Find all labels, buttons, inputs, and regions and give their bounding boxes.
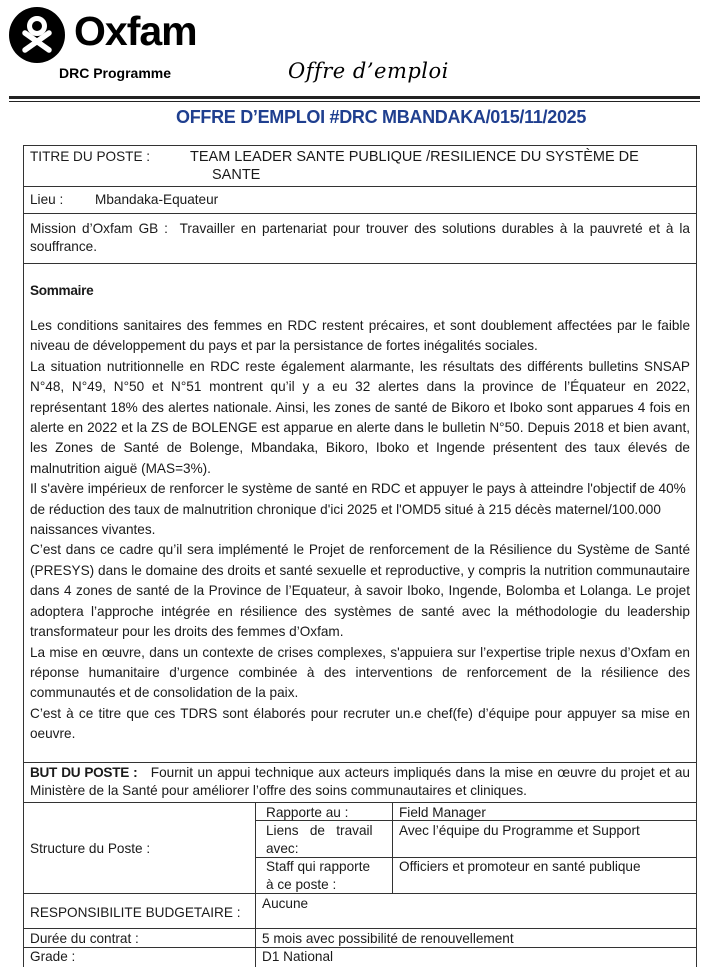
structure-value-work-links: Avec l’équipe du Programme et Support xyxy=(399,823,640,838)
budget-value: Aucune xyxy=(262,896,309,911)
contract-value: 5 mois avec possibilité de renouvellement xyxy=(262,931,514,946)
logo-wordmark: Oxfam xyxy=(74,8,197,54)
structure-key-work-links-line2: avec: xyxy=(266,841,299,856)
table-border xyxy=(23,762,697,763)
table-border xyxy=(23,186,697,187)
summary-heading: Sommaire xyxy=(30,283,94,298)
summary-paragraph: C’est dans ce cadre qu’il sera implémenté le Projet de renforcement de la Résilience du Système de Santé (PRESYS) dans le domaine des droits et santé sexuelle et reproductive, y compris la nutrition communautaire dans 4 zones de santé de la Province de l’Equateur, à savoir Iboko, Ingende, Bolomba et Lolanga. Le projet adoptera l’approche intégrée en résilience des systèmes de santé avec la méthodologie du leadership transformateur pour les droits des femmes d’Oxfam. xyxy=(30,542,690,640)
oxfam-emblem-icon xyxy=(8,6,68,64)
structure-key-staff-line1: Staff qui rapporte xyxy=(266,859,371,874)
table-col-divider xyxy=(255,802,256,967)
summary-paragraph: La mise en œuvre, dans un contexte de crises complexes, s'appuiera sur l’expertise triple nexus d’Oxfam en réponse humanitaire d’urgence combinée à des interventions de renforcement de la résilience des communautés et de consolidation de la paix. xyxy=(30,644,690,701)
structure-key-staff-line2: à ce poste : xyxy=(266,877,337,892)
header-rule-thick xyxy=(9,96,700,99)
budget-label: RESPONSIBILITE BUDGETAIRE : xyxy=(30,905,241,920)
summary-paragraph: La situation nutritionnelle en RDC reste également alarmante, les résultats des différents bulletins SNSAP N°48, N°49, N°50 et N°51 montrent qu’il y a eu 32 alertes dans la province de l’Équateur en 2022, représentant 18% des alertes nationale. Ainsi, les zones de santé de Bikoro et Iboko sont apparues 4 fois en alerte en 2022 et la ZS de BOLENGE est apparue en alerte dans le bulletin N°50. Depuis 2018 et bien avant, les Zones de Santé de Bolenge, Mbandaka, Bikoro, Iboko et Ingende présentent des taux élevés de malnutrition aiguë (MAS=3%). xyxy=(30,358,690,476)
table-border xyxy=(23,893,697,894)
summary-paragraph: C’est à ce titre que ces TDRS sont élaborés pour recruter un.e chef(fe) d’équipe pour appuyer sa mise en oeuvre. xyxy=(30,705,690,742)
title-value-line1: TEAM LEADER SANTE PUBLIQUE /RESILIENCE DU SYSTÈME DE xyxy=(190,149,639,165)
mission-value: Travailler en partenariat pour trouver des solutions durables à la pauvreté et à la souffrance. xyxy=(30,221,690,254)
table-border xyxy=(23,213,697,214)
mission-label: Mission d’Oxfam GB : xyxy=(30,221,168,236)
contract-label: Durée du contrat : xyxy=(30,931,139,946)
structure-value-staff: Officiers et promoteur en santé publique xyxy=(399,859,641,874)
table-border-top xyxy=(23,145,697,146)
grade-label: Grade : xyxy=(30,949,76,964)
summary-paragraph: Il s'avère impérieux de renforcer le système de santé en RDC et appuyer le pays à atteindre l'objectif de 40% de réduction des taux de malnutrition chronique d'ici 2025 et l'OMD5 situé à 215 décès maternel/100.000 naissances vivantes. xyxy=(30,481,686,538)
title-value-line2: SANTE xyxy=(212,167,261,183)
summary-body xyxy=(30,316,690,745)
title-label: TITRE DU POSTE : xyxy=(30,149,151,164)
table-border xyxy=(23,263,697,264)
structure-key-reports-to: Rapporte au : xyxy=(266,805,349,820)
header-rule-thin xyxy=(9,101,700,102)
table-border xyxy=(23,928,697,929)
location-value: Mbandaka-Equateur xyxy=(95,192,219,207)
script-title: Offre d’emploi xyxy=(288,59,449,83)
structure-label: Structure du Poste : xyxy=(30,841,151,856)
summary-paragraph: Les conditions sanitaires des femmes en RDC restent précaires, et sont doublement affectées par le faible niveau de développement du pays et par la persistance de fortes inégalités sociales. xyxy=(30,318,690,354)
goal-label: BUT DU POSTE : xyxy=(30,765,138,780)
goal-value: Fournit un appui technique aux acteurs impliqués dans la mise en œuvre du projet et au Ministère de la Santé pour améliorer l’offre des soins communautaires et cliniques. xyxy=(30,765,690,798)
oxfam-logo xyxy=(8,6,200,64)
structure-value-reports-to: Field Manager xyxy=(399,805,486,820)
grade-value: D1 National xyxy=(262,949,334,964)
table-col-divider xyxy=(392,802,393,893)
goal-text xyxy=(30,764,690,800)
structure-key-work-links-line1: Liens de travail xyxy=(266,823,373,838)
mission-text xyxy=(30,220,690,256)
location-label: Lieu : xyxy=(30,192,64,207)
offer-title: OFFRE D’EMPLOI #DRC MBANDAKA/015/11/2025 xyxy=(176,107,587,127)
programme-label: DRC Programme xyxy=(59,65,172,81)
table-border xyxy=(23,802,697,803)
